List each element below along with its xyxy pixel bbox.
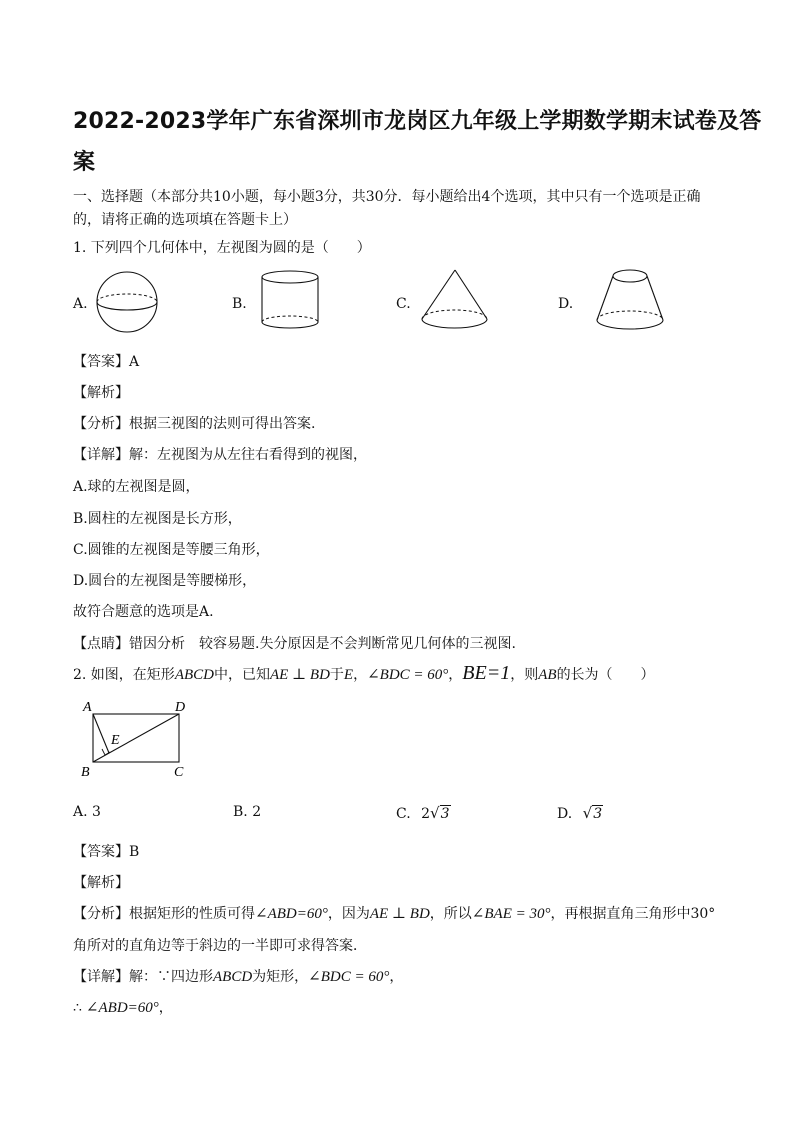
section-header: 一、选择题（本部分共10小题，每小题3分，共30分．每小题给出4个选项，其中只有一个选项是正确 [73, 189, 701, 205]
label-c: C [174, 765, 184, 780]
page-title: 2022-2023学年广东省深圳市龙岗区九年级上学期数学期末试卷及答 [73, 109, 762, 134]
label-d: D [175, 700, 186, 715]
cone-icon [420, 268, 490, 334]
stem-text: ， [353, 667, 368, 683]
frustum-icon [595, 268, 667, 334]
xiangjie-text: ， [389, 969, 404, 985]
q2-option-a [73, 804, 101, 820]
label-a: A [83, 700, 92, 715]
q2-fenxi-continued: 角所对的直角边等于斜边的一半即可求得答案． [73, 938, 367, 954]
sqrt-sign-icon: √ [430, 804, 440, 822]
q1-dianjing [73, 633, 516, 653]
math-angle: ∠ABD=60° [255, 906, 328, 922]
option-label: A. [73, 804, 88, 820]
q1-answer [73, 351, 139, 371]
stem-text: 于 [329, 667, 344, 683]
q1-conclusion: 故符合题意的选项是A. [73, 604, 214, 620]
fenxi-text: ，再根据直角三角形中30° [550, 906, 716, 922]
fenxi-tag: 【分析】 [73, 416, 129, 432]
sqrt-radicand: 3 [440, 806, 450, 822]
option-label: C. [396, 806, 411, 822]
therefore-icon: ∴ [73, 1000, 82, 1016]
fenxi-tag: 【分析】 [73, 906, 129, 922]
q1-line-c: C.圆锥的左视图是等腰三角形， [73, 542, 270, 558]
math-angle: ∠ABD=60° [85, 1000, 159, 1016]
q1-line-b: B.圆柱的左视图是长方形， [73, 511, 242, 527]
page-title-continued: 案 [73, 150, 96, 175]
option-value: 3 [92, 804, 101, 820]
stem-text: ，则 [510, 667, 539, 683]
fenxi-text: 根据三视图的法则可得出答案. [129, 416, 316, 432]
xiangjie-text: 四边形 [171, 969, 213, 985]
stem-text: ， [448, 667, 463, 683]
math-be: BE=1 [462, 662, 511, 684]
q2-analysis-tag: 【解析】 [73, 875, 129, 891]
answer-value: B [129, 844, 140, 860]
math-perp: AE ⊥ BD [369, 906, 430, 922]
xiangjie-tag: 【详解】 [73, 447, 129, 463]
math-angle: ∠BDC = 60° [308, 969, 390, 985]
label-e: E [111, 733, 120, 748]
q1-analysis-tag: 【解析】 [73, 385, 129, 401]
option-label: B. [233, 804, 248, 820]
dianjing-tag: 【点睛】 [73, 636, 129, 652]
math-e: E [343, 667, 354, 683]
option-c-label: C. [396, 296, 411, 312]
stem-text: 2. 如图，在矩形 [73, 667, 175, 683]
question-1-stem: 1. 下列四个几何体中，左视图为圆的是（ ） [73, 240, 371, 256]
math-angle: ∠BDC = 60° [367, 667, 449, 683]
section-header-continued: 的，请将正确的选项填在答题卡上） [73, 212, 297, 228]
stem-text: 中，已知 [213, 667, 270, 683]
because-icon: ∵ [157, 969, 171, 985]
stem-text: 的长为（ ） [556, 667, 655, 683]
answer-value: A [129, 354, 140, 370]
xiangjie-text: 解： [129, 969, 157, 985]
q2-option-b [233, 804, 261, 820]
math-rect: ABCD [174, 667, 214, 683]
q2-answer [73, 841, 139, 861]
q1-xiangjie [73, 444, 367, 464]
math-perp: AE ⊥ BD [269, 667, 330, 683]
q1-line-d: D.圆台的左视图是等腰梯形， [73, 573, 257, 589]
option-b-label: B. [232, 296, 247, 312]
q2-option-d [557, 804, 603, 822]
q2-xiangjie [73, 966, 403, 986]
q2-option-c [396, 804, 451, 822]
q1-fenxi [73, 413, 315, 433]
sphere-icon [95, 270, 159, 334]
dianjing-text: 错因分析 较容易题.失分原因是不会判断常见几何体的三视图. [129, 636, 516, 652]
xiangjie-tag: 【详解】 [73, 969, 129, 985]
option-d-label: D. [558, 296, 574, 312]
option-a-label: A. [73, 296, 88, 312]
label-b: B [81, 765, 90, 780]
fenxi-text: ，因为 [327, 906, 370, 922]
answer-tag: 【答案】 [73, 354, 129, 370]
math-angle: ∠BAE = 30° [471, 906, 551, 922]
q2-step-1 [73, 997, 173, 1017]
option-label: D. [557, 806, 573, 822]
fenxi-text: 根据矩形的性质可得 [129, 906, 255, 922]
rectangle-figure [78, 698, 198, 780]
fenxi-text: ，所以 [429, 906, 472, 922]
answer-tag: 【答案】 [73, 844, 129, 860]
cylinder-icon [261, 270, 323, 334]
sqrt-radicand: 3 [593, 806, 603, 822]
xiangjie-text: 为矩形， [252, 969, 309, 985]
step-text: ， [158, 1000, 173, 1016]
sqrt-sign-icon: √ [582, 804, 593, 822]
math-rect: ABCD [213, 969, 253, 985]
option-value: 2 [252, 804, 262, 820]
sqrt-coef: 2 [421, 806, 431, 822]
q2-fenxi [73, 903, 715, 923]
xiangjie-text: 解：左视图为从左往右看得到的视图， [129, 447, 367, 463]
q1-line-a: A.球的左视图是圆， [73, 479, 200, 495]
question-2-stem [73, 662, 655, 685]
math-ab: AB [538, 667, 557, 683]
